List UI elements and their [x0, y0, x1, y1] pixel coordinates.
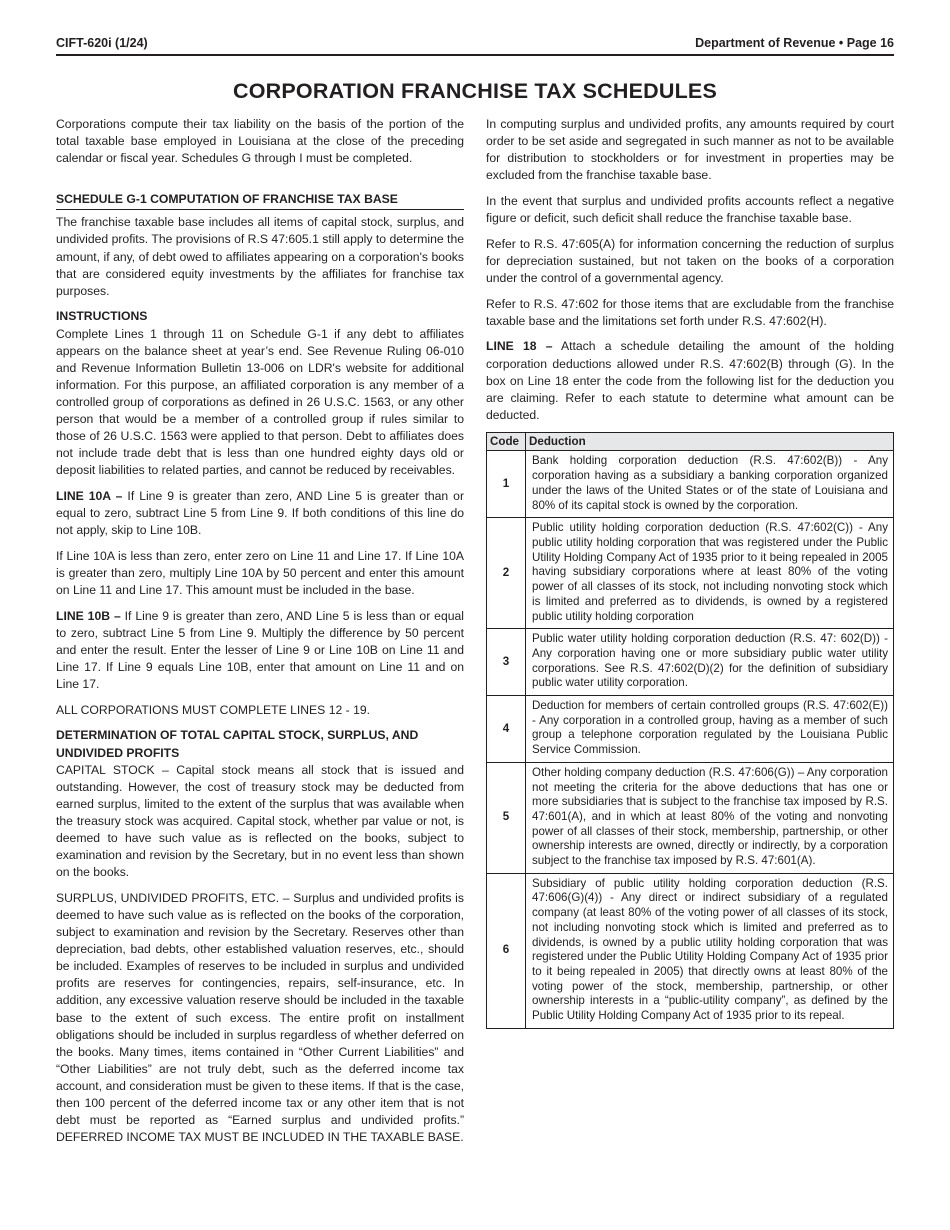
- table-row: [487, 873, 894, 1028]
- left-column: [56, 116, 464, 1155]
- deduction-code: 1: [487, 451, 526, 518]
- line-10a-extra-paragraph: If Line 10A is less than zero, enter zero on Line 11 and Line 17. If Line 10A is greater than zero, multiply Line 10A by 50 percent and enter this amount on Line 11 and Line 17. This amount must be included in the base.: [56, 548, 464, 598]
- table-row: [487, 629, 894, 696]
- deduction-code: 3: [487, 629, 526, 696]
- deduction-code: 4: [487, 696, 526, 763]
- table-header-row: [487, 433, 894, 451]
- determination-heading: DETERMINATION OF TOTAL CAPITAL STOCK, SURPLUS, AND UNDIVIDED PROFITS: [56, 728, 419, 760]
- surplus-paragraph: SURPLUS, UNDIVIDED PROFITS, ETC. – Surplus and undivided profits is deemed to have such value as is reflected on the books of the corporation, subject to examination and revision by the Secretary. Reserves other than depreciation, bad debts, other established valuation reserves, etc., should be included. Examples of reserves to be included in surplus and undivided profits are reserves for contingencies, repairs, self-insurance, etc. In addition, any excessive valuation reserve should be included in the taxable base to the extent of such excess. The entire profit on installment obligations should be included in surplus regardless of whether deferred on the books. Many times, items contained in “Other Current Liabilities” and “Other Liabilities” are not truly debt, such as the deferred income tax account, and consideration must be given to these items. If that is the case, then 100 percent of the deferred income tax or any other item that is not debt must be reported as “Earned surplus and undivided profits.” DEFERRED INCOME TAX MUST BE INCLUDED IN THE TAXABLE BASE.: [56, 890, 464, 1145]
- instructions-heading: INSTRUCTIONS: [56, 309, 148, 324]
- line-10a-label: LINE 10A –: [56, 488, 123, 503]
- schedule-g1-heading: SCHEDULE G-1 COMPUTATION OF FRANCHISE TAX BASE: [56, 191, 464, 210]
- line-10b-label: LINE 10B –: [56, 608, 121, 623]
- table-row: [487, 762, 894, 873]
- code-column-header: Code: [487, 433, 526, 451]
- deduction-code: 6: [487, 873, 526, 1028]
- line-18-label: LINE 18 –: [486, 339, 553, 354]
- deduction-description: Subsidiary of public utility holding corporation deduction (R.S. 47:606(G)(4)) - Any direct or indirect subsidiary of a regulated company (at least 80% of the voting power of all classes of its stock, not including nonvoting stock which is limited and preferred as to dividends, is owned by a public utility holding corporation that was registered under the Public Utility Holding Company Act of 1935 prior to it being repealed in 2005) that directly owns at least 80% of the voting power of the stock, membership, partnership, or other ownership interests in a “public-utility company”, as defined by the Public Utility Holding Company Act of 1935 prior to its repeal.: [526, 873, 894, 1028]
- form-id: CIFT-620i (1/24): [56, 36, 148, 50]
- right-column: [486, 116, 894, 1029]
- deduction-code: 2: [487, 518, 526, 629]
- deduction-description: Deduction for members of certain controlled groups (R.S. 47:602(E)) - Any corporation in a controlled group, having as a member of such group a telephone corporation regulated by the Louisiana Public Service Commission.: [526, 696, 894, 763]
- deficit-paragraph: In the event that surplus and undivided profits accounts reflect a negative figure or deficit, such deficit shall reduce the franchise taxable base.: [486, 193, 894, 226]
- line-18-text: Attach a schedule detailing the amount of the holding corporation deductions allowed under R.S. 47:602(B) through (G). In the box on Line 18 enter the code from the following list for the deduction you are claiming. Refer to each statute to determine what amount can be deducted.: [486, 339, 894, 422]
- deduction-code: 5: [487, 762, 526, 873]
- schedule-g1-paragraph: The franchise taxable base includes all items of capital stock, surplus, and undivided profits. The provisions of R.S 47:605.1 still apply to determine the amount, if any, of debt owed to affiliates appearing on a corporation's books that are considered equity investments by the affiliates for franchise tax purposes.: [56, 215, 464, 298]
- line-10a-paragraph: [56, 488, 464, 539]
- court-order-paragraph: In computing surplus and undivided profits, any amounts required by court order to be set aside and segregated in such manner as not to be available for distribution to stockholders or for investment in properties may be excluded from the franchise taxable base.: [486, 117, 894, 183]
- page-header: [56, 36, 894, 54]
- header-divider: [56, 54, 894, 56]
- line-10b-text: If Line 9 is greater than zero, AND Line 5 is less than or equal to zero, subtract Line 5 from Line 9. Multiply the difference by 50 percent and enter the result. Enter the lesser of Line 9 or Line 10B on Line 11 and Line 17. If Line 9 equals Line 10B, enter that amount on Line 11 and on Line 17.: [56, 608, 464, 692]
- line-10b-paragraph: [56, 608, 464, 693]
- deduction-column-header: Deduction: [526, 433, 894, 451]
- capital-stock-paragraph: CAPITAL STOCK – Capital stock means all stock that is issued and outstanding. However, the cost of treasury stock may be deducted from earned surplus, limited to the extent of the surplus that was available when the treasury stock was acquired. Capital stock, whether par value or not, is deemed to have such value as is reflected on the books, subject to examination and revision by the Secretary, but in no event less than shown on the books.: [56, 762, 464, 880]
- table-row: [487, 451, 894, 518]
- page-label: Department of Revenue • Page 16: [695, 36, 894, 50]
- depreciation-paragraph: Refer to R.S. 47:605(A) for information concerning the reduction of surplus for depreciation sustained, but not taken on the books of a corporation under the control of a governmental agency.: [486, 236, 894, 285]
- all-corporations-note: ALL CORPORATIONS MUST COMPLETE LINES 12 - 19.: [56, 702, 371, 717]
- table-row: [487, 696, 894, 763]
- excludable-items-paragraph: Refer to R.S. 47:602 for those items that are excludable from the franchise taxable base and the limitations set forth under R.S. 47:602(H).: [486, 296, 894, 328]
- table-row: [487, 518, 894, 629]
- deduction-codes-table: [486, 432, 894, 1028]
- line-10a-text: If Line 9 is greater than zero, AND Line 5 is greater than or equal to zero, subtract Line 5 from Line 9. If both conditions of this line do not apply, skip to Line 10B.: [56, 488, 464, 538]
- deduction-description: Bank holding corporation deduction (R.S. 47:602(B)) - Any corporation having as a subsidiary a banking corporation organized under the laws of the United States or of the state of Louisiana and 80% of its capital stock is owned by the corporation.: [526, 451, 894, 518]
- line-18-paragraph: [486, 338, 894, 423]
- deduction-description: Public utility holding corporation deduction (R.S. 47:602(C)) - Any public utility holding corporation that was registered under the Public Utility Holding Company Act of 1935 prior to it being repealed in 2005 having subsidiary corporations where at least 80% of the voting power of all classes of its stock, not including nonvoting stock which is limited and preferred as to dividends, is owned by a registered public utility holding corporation: [526, 518, 894, 629]
- page-title: CORPORATION FRANCHISE TAX SCHEDULES: [233, 79, 717, 103]
- deduction-description: Other holding company deduction (R.S. 47:606(G)) – Any corporation not meeting the criteria for the above deductions that has one or more subsidiaries that is subject to the franchise tax imposed by R.S. 47:601(A), and in which at least 80% of the voting and nonvoting power of all classes of their stock, membership, partnership, or other ownership interests are owned, directly or indirectly, by a corporation subject to the franchise tax imposed by R.S. 47:601(A).: [526, 762, 894, 873]
- deduction-description: Public water utility holding corporation deduction (R.S. 47: 602(D)) - Any corporation having one or more subsidiary public water utility corporations. See R.S. 47:602(D)(2) for the definition of subsidiary public water utility corporation.: [526, 629, 894, 696]
- intro-paragraph: Corporations compute their tax liability on the basis of the portion of the total taxable base employed in Louisiana at the close of the preceding calendar or fiscal year. Schedules G through I must be completed.: [56, 117, 464, 166]
- instructions-paragraph: Complete Lines 1 through 11 on Schedule G-1 if any debt to affiliates appears on the balance sheet at year’s end. See Revenue Ruling 06-010 and Revenue Information Bulletin 13-006 on LDR's website for additional information. For this purpose, an affiliated corporation is any member of a controlled group of corporations as defined in 26 U.S.C. 1563, or any other person that would be a member of a controlled group if rules similar to those of 26 U.S.C. 1563 were applied to that person. Debt to affiliates does not include trade debt that is less than one hundred eighty days old or deposit liabilities to related parties, and cannot be reduced by receivables.: [56, 326, 464, 478]
